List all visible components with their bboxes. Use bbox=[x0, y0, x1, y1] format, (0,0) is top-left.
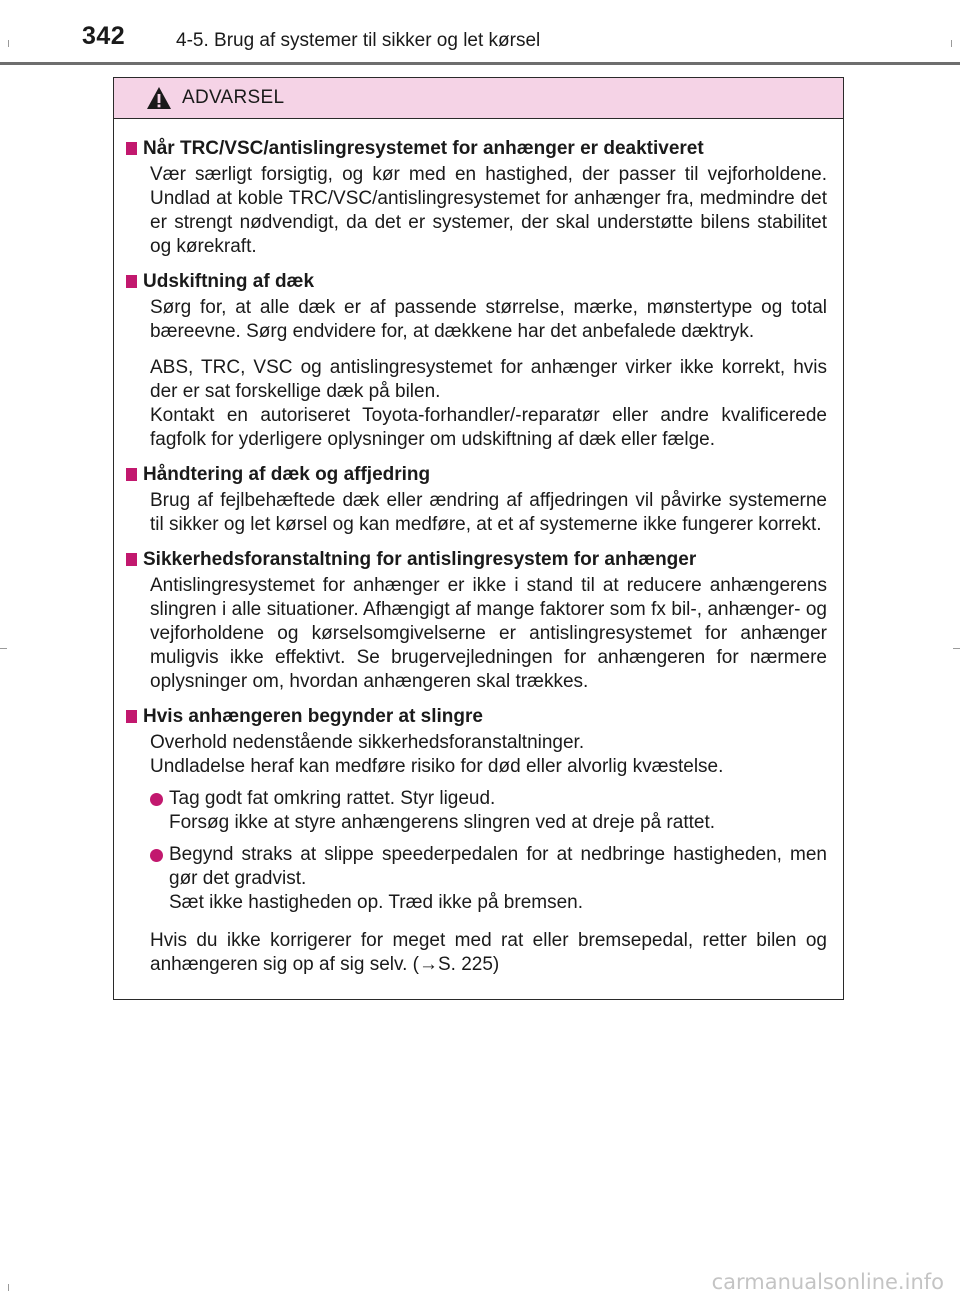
arrow-icon: → bbox=[418, 954, 438, 975]
crop-mark bbox=[8, 40, 9, 47]
square-bullet-icon bbox=[126, 710, 137, 723]
topic-heading-text: Sikkerhedsforanstaltning for antislingresystem for anhænger bbox=[143, 549, 697, 570]
warning-title: ADVARSEL bbox=[182, 87, 285, 108]
warning-box bbox=[113, 77, 844, 1000]
round-bullet-icon bbox=[150, 793, 163, 806]
closing-paragraph bbox=[150, 929, 827, 977]
topic-heading bbox=[126, 462, 827, 487]
topic bbox=[126, 704, 827, 977]
crop-mark bbox=[953, 648, 960, 649]
topic bbox=[126, 136, 827, 259]
list-item bbox=[150, 787, 827, 835]
paragraph: Brug af fejlbehæftede dæk eller ændring af affjedringen vil påvirke systemerne til sikker og let kørsel og kan medføre, at et af systemerne ikke fungerer korrekt. bbox=[150, 490, 827, 535]
crop-mark bbox=[951, 40, 952, 47]
list-item-line: Begynd straks at slippe speederpedalen for at nedbringe hastigheden, men gør det gradvist. bbox=[169, 844, 827, 889]
crop-mark bbox=[8, 1284, 9, 1291]
round-bullet-icon bbox=[150, 849, 163, 862]
paragraph bbox=[150, 356, 827, 452]
topic bbox=[126, 547, 827, 694]
topic-heading-text: Hvis anhængeren begynder at slingre bbox=[143, 706, 483, 727]
warning-triangle-icon bbox=[146, 86, 172, 110]
topic-heading bbox=[126, 269, 827, 294]
topic-heading-text: Når TRC/VSC/antislingresystemet for anhænger er deaktiveret bbox=[143, 138, 704, 159]
closing-text: Hvis du ikke korrigerer for meget med rat eller bremsepedal, retter bilen og anhængeren sig op af sig selv. ( bbox=[150, 930, 827, 975]
topic-heading-text: Håndtering af dæk og affjedring bbox=[143, 464, 431, 485]
watermark: carmanualsonline.info bbox=[711, 1270, 944, 1294]
list-item-line: Forsøg ikke at styre anhængerens slingren ved at dreje på rattet. bbox=[169, 812, 715, 833]
topic bbox=[126, 462, 827, 537]
list-item-text bbox=[169, 843, 827, 915]
warning-body bbox=[114, 119, 843, 977]
square-bullet-icon bbox=[126, 275, 137, 288]
topic-heading bbox=[126, 547, 827, 572]
square-bullet-icon bbox=[126, 142, 137, 155]
list-item-text bbox=[169, 787, 827, 835]
paragraph: Vær særligt forsigtig, og kør med en hastighed, der passer til vejforholdene. Undlad at koble TRC/VSC/antislingresystemet for anhænger fra, medmindre det er strengt nødvendigt, da det er systemer, der skal understøtte bilens stabilitet og kørekraft. bbox=[150, 164, 827, 257]
paragraph bbox=[150, 731, 827, 779]
list-item bbox=[150, 843, 827, 915]
paragraph-line: ABS, TRC, VSC og antislingresystemet for anhænger virker ikke korrekt, hvis der er sat forskellige dæk på bilen. bbox=[150, 357, 827, 402]
crop-mark bbox=[0, 648, 7, 649]
paragraph-line: Overhold nedenstående sikkerhedsforanstaltninger. bbox=[150, 732, 585, 753]
paragraph: Sørg for, at alle dæk er af passende størrelse, mærke, mønstertype og total bæreevne. Sørg endvidere for, at dækkene har det anbefalede dæktryk. bbox=[150, 297, 827, 342]
section-title: 4-5. Brug af systemer til sikker og let kørsel bbox=[176, 30, 541, 51]
topic-heading-text: Udskiftning af dæk bbox=[143, 271, 315, 292]
topic-heading bbox=[126, 704, 827, 729]
page-number: 342 bbox=[82, 22, 126, 50]
header-rule bbox=[0, 62, 960, 65]
list-item-line: Sæt ikke hastigheden op. Træd ikke på bremsen. bbox=[169, 892, 584, 913]
square-bullet-icon bbox=[126, 553, 137, 566]
square-bullet-icon bbox=[126, 468, 137, 481]
topic bbox=[126, 269, 827, 452]
paragraph: Antislingresystemet for anhænger er ikke i stand til at reducere anhængerens slingren i alle situationer. Afhængigt af mange faktorer som fx bil-, anhænger- og vejforholdene og kørselsomgivelserne er antislingresystemet for anhænger muligvis ikke effektivt. Se brugervejledningen for anhængeren for nærmere oplysninger om, hvordan anhængeren skal trækkes. bbox=[150, 575, 827, 692]
topic-heading bbox=[126, 136, 827, 161]
page-reference-link[interactable]: S. 225) bbox=[437, 954, 500, 975]
warning-header bbox=[114, 78, 843, 119]
list-item-line: Tag godt fat omkring rattet. Styr ligeud. bbox=[169, 788, 496, 809]
paragraph-line: Kontakt en autoriseret Toyota-forhandler/-reparatør eller andre kvalificerede fagfolk for yderligere oplysninger om udskiftning af dæk eller fælge. bbox=[150, 405, 827, 450]
paragraph-line: Undladelse heraf kan medføre risiko for død eller alvorlig kvæstelse. bbox=[150, 756, 724, 777]
